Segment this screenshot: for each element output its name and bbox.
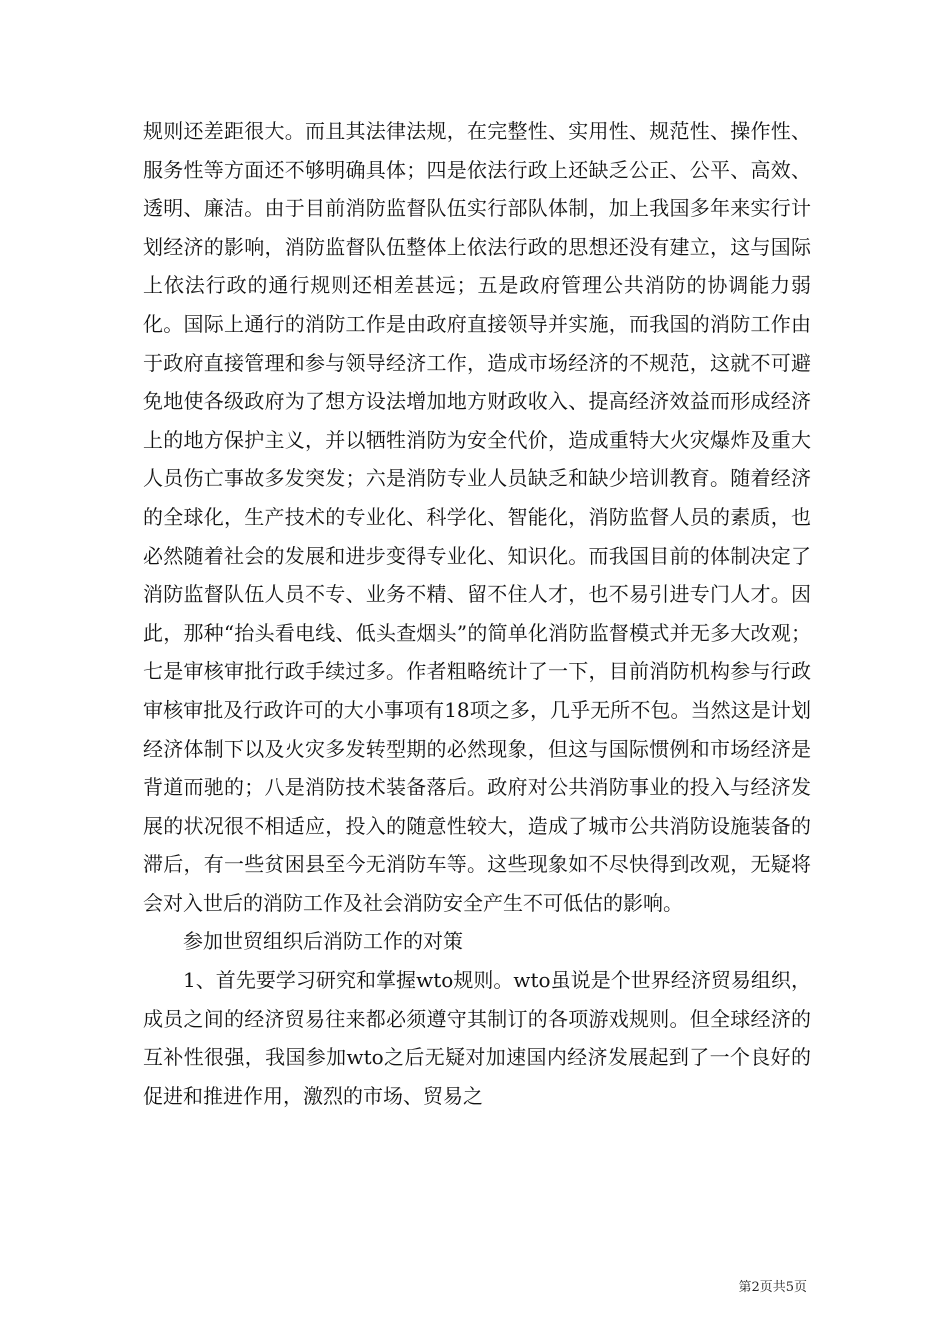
- section-heading: 参加世贸组织后消防工作的对策: [183, 929, 463, 954]
- page-number-footer: 第2页共5页: [738, 1280, 807, 1295]
- paragraph-point-1: 1、首先要学习研究和掌握wto规则。wto虽说是个世界经济贸易组织，成员之间的经济贸易往来都必须遵守其制订的各项游戏规则。但全球经济的互补性很强，我国参加wto之后无疑对加速国内经济发展起到了一个良好的促进和推进作用，激烈的市场、贸易之: [143, 968, 811, 1108]
- paragraph-continuation: 规则还差距很大。而且其法律法规，在完整性、实用性、规范性、操作性、服务性等方面还不够明确具体；四是依法行政上还缺乏公正、公平、高效、透明、廉洁。由于目前消防监督队伍实行部队体制，加上我国多年来实行计划经济的影响，消防监督队伍整体上依法行政的思想还没有建立，这与国际上依法行政的通行规则还相差甚远；五是政府管理公共消防的协调能力弱化。国际上通行的消防工作是由政府直接领导并实施，而我国的消防工作由于政府直接管理和参与领导经济工作，造成市场经济的不规范，这就不可避免地使各级政府为了想方设法增加地方财政收入、提高经济效益而形成经济上的地方保护主义，并以牺牲消防为安全代价，造成重特大火灾爆炸及重大人员伤亡事故多发突发；六是消防专业人员缺乏和缺少培训教育。随着经济的全球化，生产技术的专业化、科学化、智能化，消防监督人员的素质，也必然随着社会的发展和进步变得专业化、知识化。而我国目前的体制决定了消防监督队伍人员不专、业务不精、留不住人才，也不易引进专门人才。因此，那种“抬头看电线、低头查烟头”的简单化消防监督模式并无多大改观；七是审核审批行政手续过多。作者粗略统计了一下，目前消防机构参与行政审核审批及行政许可的大小事项有18项之多，几乎无所不包。当然这是计划经济体制下以及火灾多发转型期的必然现象，但这与国际惯例和市场经济是背道而驰的；八是消防技术装备落后。政府对公共消防事业的投入与经济发展的状况很不相适应，投入的随意性较大，造成了城市公共消防设施装备的滞后，有一些贫困县至今无消防车等。这些现象如不尽快得到改观，无疑将会对入世后的消防工作及社会消防安全产生不可低估的影响。: [143, 119, 811, 915]
- document-body: [143, 112, 811, 1115]
